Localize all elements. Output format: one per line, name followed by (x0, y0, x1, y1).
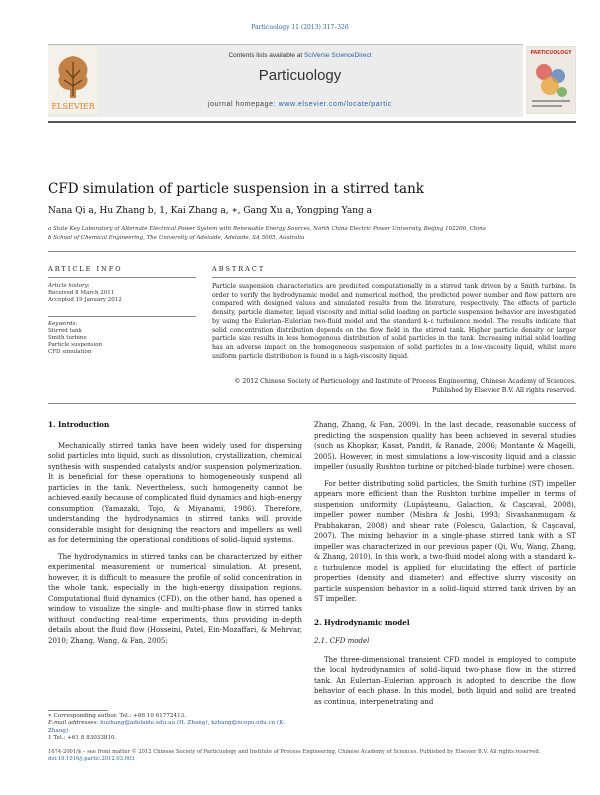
header-rule (48, 121, 576, 123)
body-paragraph: Zhang, Zhang, & Fan, 2009). In the last decade, reasonable success of predicting the suspension quality has been achieved in several studies (such as Khopkar, Kasat, Pandit, & Ranade, 2006; Montante & Magelli, 2005). However, in most simulations a low-viscosity liquid and a classic impeller (usually Rushton turbine or pitched-blade turbine) were chosen. (314, 421, 576, 471)
introduction-heading: 1. Introduction (48, 420, 110, 429)
affiliation-b: b School of Chemical Engineering, The University of Adelaide, Adelaide, SA 5005, Australia (48, 234, 305, 241)
introduction-paragraph: Mechanically stirred tanks have been widely used for dispersing solid particles into liquid, such as dissolution, crystallization, chemical synthesis with suspended catalysts and/or suspension polymerization. It is beneficial for these operations to homogeneously suspend all particles in the tank. Nevertheless, such homogeneity cannot be achieved easily because of complicated fluid dynamics and high-energy consumption (Yamazaki, Tojo, & Miyanami, 1986). Therefore, understanding the hydrodynamics in stirred tanks will provide considerable insight for designing the reactors and impellers as well as for determining the operational conditions of solid–liquid systems. (48, 441, 302, 544)
received-date: Received 8 March 2011 (48, 290, 115, 296)
email-links[interactable]: huzhang@adelaide.edu.au (H. Zhang), kzhang@ncepu.edu.cn (K. Zhang). (48, 720, 286, 734)
abstract-copyright: © 2012 Chinese Society of Particuology and Institute of Process Engineering, Chinese Academy of Sciences. Published by Elsevier B.V. All rights reserved. (234, 378, 576, 394)
hydrodynamic-model-heading: 2. Hydrodynamic model (314, 617, 410, 627)
contents-prefix: Contents lists available at (228, 52, 304, 59)
footnote-tel: 1 Tel.: +61 8 83033810. (48, 735, 117, 742)
journal-homepage (0, 101, 600, 108)
journal-citation[interactable]: Particuology 11 (2013) 317–326 (251, 24, 349, 31)
title-rule (48, 251, 576, 252)
abstract-text: Particle suspension characteristics are predicted computationally in a stirred tank driven by a Smith turbine. In order to verify the hydrodynamic model and numerical method, the predicted power number and flow pattern are compared with designed values and simulated results from the literature, respectively. The effects of particle density, particle diameter, liquid viscosity and initial solid loading on particle suspension behavior are investigated by using the Eulerian–Eulerian two-fluid model and the standard k–ε turbulence model. The results indicate that solid concentration distribution depends on the flow field in the stirred tank. Higher particle density or larger particle size results in less homogenous distribution of solid particles in the tank. Increasing initial solid loading has an adverse impact on the homogeneous suspension of solid particles in a low-viscosity liquid, whilst more uniform particle distribution is found in a high-viscosity liquid. (212, 283, 576, 360)
affiliation-a: a State Key Laboratory of Alternate Electrical Power System with Renewable Energy Sources, North China Electric Power University, Beijing 102206, China (48, 226, 486, 232)
body-paragraph: For better distributing solid particles, the Smith turbine (ST) impeller appears more efficient than the Rushton turbine impeller in terms of suspension uniformity (Lupăşteanu, Galaction, & Caşcaval, 2008), impeller power number (Mishra & Joshi, 1993; Sivashanmugam & Prabhakaran, 2008) and shear rate (Folescu, Galaction, & Caşcaval, 2007). The mixing behavior in a single-phase stirred tank with a ST impeller was characterized in our previous paper (Qi, Wu, Wang, Zhang, & Zhang, 2010). In this work, a two-fluid model along with a standard k–ε turbulence model is applied for elucidating the effect of particle properties (density and diameter) and effective slurry viscosity on particle suspension behavior in a solid–liquid stirred tank driven by an ST impeller. (314, 479, 576, 603)
history-label: Article history: (48, 283, 90, 289)
keywords-block (48, 321, 198, 356)
doi-link[interactable]: doi:10.1016/j.partic.2012.03.003 (48, 756, 135, 762)
journal-name: Particuology (258, 67, 342, 84)
article-history (48, 283, 198, 304)
affiliations (48, 225, 486, 242)
page-footer (48, 749, 576, 763)
abstract-rule (212, 277, 576, 278)
email-label: E-mail addresses: (48, 720, 99, 727)
homepage-link[interactable]: www.elsevier.com/locate/partic (278, 101, 393, 108)
abstract-bottom-rule (48, 403, 576, 404)
issn-line: 1674-2001/$ – see front matter © 2012 Chinese Society of Particuology and Institute of Process Engineering, Chinese Academy of Sciences. Published by Elsevier B.V. All rights reserved. (48, 749, 541, 755)
keywords-label: Keywords: (48, 321, 78, 327)
right-column (314, 420, 576, 707)
footnote-rule (48, 710, 108, 711)
keyword-item: Particle suspension (48, 342, 103, 348)
keyword-item: Stirred tank (48, 328, 82, 334)
article-info-heading: ARTICLE INFO (48, 265, 123, 273)
cover-title: PARTICUOLOGY (530, 51, 572, 56)
cfd-model-heading: 2.1. CFD model (314, 637, 370, 645)
accepted-date: Accepted 19 January 2012 (48, 297, 122, 303)
body-paragraph: The three-dimensional transient CFD model is employed to compute the local hydrodynamics of solid–liquid two-phase flow in the stirred tank. An Eulerian–Eulerian approach is adopted to describe the flow behavior of each phase. In this model, both liquid and solid are treated as continua, interpenetrating and (314, 655, 576, 706)
elsevier-wordmark: ELSEVIER (51, 102, 95, 111)
keyword-item: Smith turbine (48, 335, 87, 341)
article-authors: Nana Qi a, Hu Zhang b, 1, Kai Zhang a, ∗, Gang Xu a, Yongping Yang a (48, 206, 373, 216)
keyword-item: CFD simulation (48, 349, 92, 355)
footnote-emails (48, 720, 302, 735)
journal-cover-image (526, 46, 576, 114)
introduction-paragraph: The hydrodynamics in stirred tanks can be characterized by either experimental measurement or numerical simulation. At present, however, it is difficult to measure the profile of solid concentration in the whole tank, especially in the high-energy dissipation regions. Computational fluid dynamics (CFD), on the other hand, has opened a window to visualize the single- and multi-phase flow in stirred tanks without conducting real-time experiments, thus providing in-depth details about the fluid flow (Hosseini, Patel, Ein-Mozaffari, & Mehrvar, 2010; Zhang, Wang, & Fan, 2005; (48, 552, 302, 645)
homepage-prefix: journal homepage: (207, 101, 279, 108)
keywords-rule (48, 316, 196, 317)
sciencedirect-link[interactable]: SciVerse ScienceDirect (303, 52, 372, 59)
footnote-corresponding: ∗ Corresponding author. Tel.: +86 10 61772413. (48, 713, 186, 719)
footnotes (48, 713, 302, 743)
contents-line (0, 52, 600, 59)
journal-cover-thumbnail (526, 46, 576, 114)
abstract-heading: ABSTRACT (212, 265, 266, 273)
article-title: CFD simulation of particle suspension in a stirred tank (48, 181, 424, 197)
left-column (48, 420, 302, 646)
article-info-rule (48, 277, 196, 278)
